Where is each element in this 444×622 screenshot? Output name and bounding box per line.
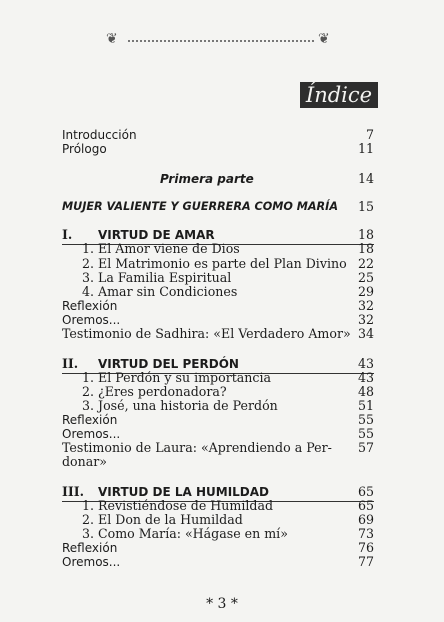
entry-title: Reflexión: [62, 541, 118, 555]
entry-page: 11: [357, 141, 374, 156]
page-number: * 3 *: [206, 596, 238, 612]
entry-title: Oremos...: [62, 427, 121, 441]
index-title: Índice: [300, 82, 378, 108]
entry-page: 25: [357, 270, 374, 285]
entry-page: 18: [357, 227, 374, 242]
entry-page: 32: [357, 298, 374, 313]
toc-entry-continuation: [62, 454, 374, 470]
entry-title: Testimonio de Laura: «Aprendiendo a Per-: [62, 440, 332, 455]
entry-title: donar»: [62, 454, 107, 469]
entry-page: 57: [357, 440, 374, 455]
chapter-number: II.: [62, 356, 79, 371]
toc-entry-prologo: [62, 141, 374, 157]
entry-page: 77: [357, 554, 374, 569]
entry-page: 48: [357, 384, 374, 399]
entry-title: Testimonio de Sadhira: «El Verdadero Amor»: [62, 326, 351, 341]
entry-title: Reflexión: [62, 413, 118, 427]
entry-page: 18: [357, 241, 374, 256]
entry-title: 1. El Perdón y su importancia: [82, 370, 271, 385]
entry-page: 43: [357, 356, 374, 371]
entry-title: VIRTUD DE LA HUMILDAD: [98, 485, 270, 499]
entry-page: 34: [357, 326, 374, 341]
entry-title: Primera parte: [160, 172, 254, 186]
entry-page: 29: [357, 284, 374, 299]
toc-subentry: [62, 241, 374, 257]
entry-page: 55: [357, 412, 374, 427]
entry-title: Oremos...: [62, 555, 121, 569]
entry-page: 73: [357, 526, 374, 541]
flourish-right-icon: ❦: [318, 31, 330, 47]
toc-entry-testimonio: [62, 326, 374, 342]
entry-title: Introducción: [62, 128, 137, 142]
entry-page: 65: [357, 484, 374, 499]
entry-title: 3. La Familia Espiritual: [82, 270, 232, 285]
entry-title: 3. Como María: «Hágase en mí»: [82, 526, 288, 541]
entry-page: 65: [357, 498, 374, 513]
ornament-line: [128, 40, 314, 42]
entry-title: 3. José, una historia de Perdón: [82, 398, 278, 413]
entry-page: 22: [357, 256, 374, 271]
entry-page: 69: [357, 512, 374, 527]
toc-entry-oremos: [62, 554, 374, 570]
entry-title: 4. Amar sin Condiciones: [82, 284, 238, 299]
entry-page: 7: [365, 127, 374, 142]
entry-title: 1. Revistiéndose de Humildad: [82, 498, 274, 513]
flourish-left-icon: ❦: [106, 31, 118, 47]
entry-page: 32: [357, 312, 374, 327]
entry-title: Reflexión: [62, 299, 118, 313]
entry-title: 1. El Amor viene de Dios: [82, 241, 240, 256]
entry-title: MUJER VALIENTE Y GUERRERA COMO MARÍA: [62, 200, 338, 213]
entry-page: 51: [357, 398, 374, 413]
chapter-number: I.: [62, 227, 73, 242]
entry-title: VIRTUD DE AMAR: [98, 228, 215, 242]
entry-title: 2. ¿Eres perdonadora?: [82, 384, 227, 399]
entry-title: Prólogo: [62, 142, 107, 156]
entry-title: VIRTUD DEL PERDÓN: [98, 357, 239, 371]
entry-page: 76: [357, 540, 374, 555]
entry-page: 15: [357, 199, 374, 214]
chapter-number: III.: [62, 484, 85, 499]
entry-title: Oremos...: [62, 313, 121, 327]
entry-page: 14: [357, 171, 374, 186]
toc-part-title: [62, 199, 374, 215]
entry-page: 55: [357, 426, 374, 441]
entry-title: 2. El Matrimonio es parte del Plan Divino: [82, 256, 347, 271]
toc-part-heading: [62, 171, 374, 187]
entry-page: 43: [357, 370, 374, 385]
entry-title: 2. El Don de la Humildad: [82, 512, 243, 527]
